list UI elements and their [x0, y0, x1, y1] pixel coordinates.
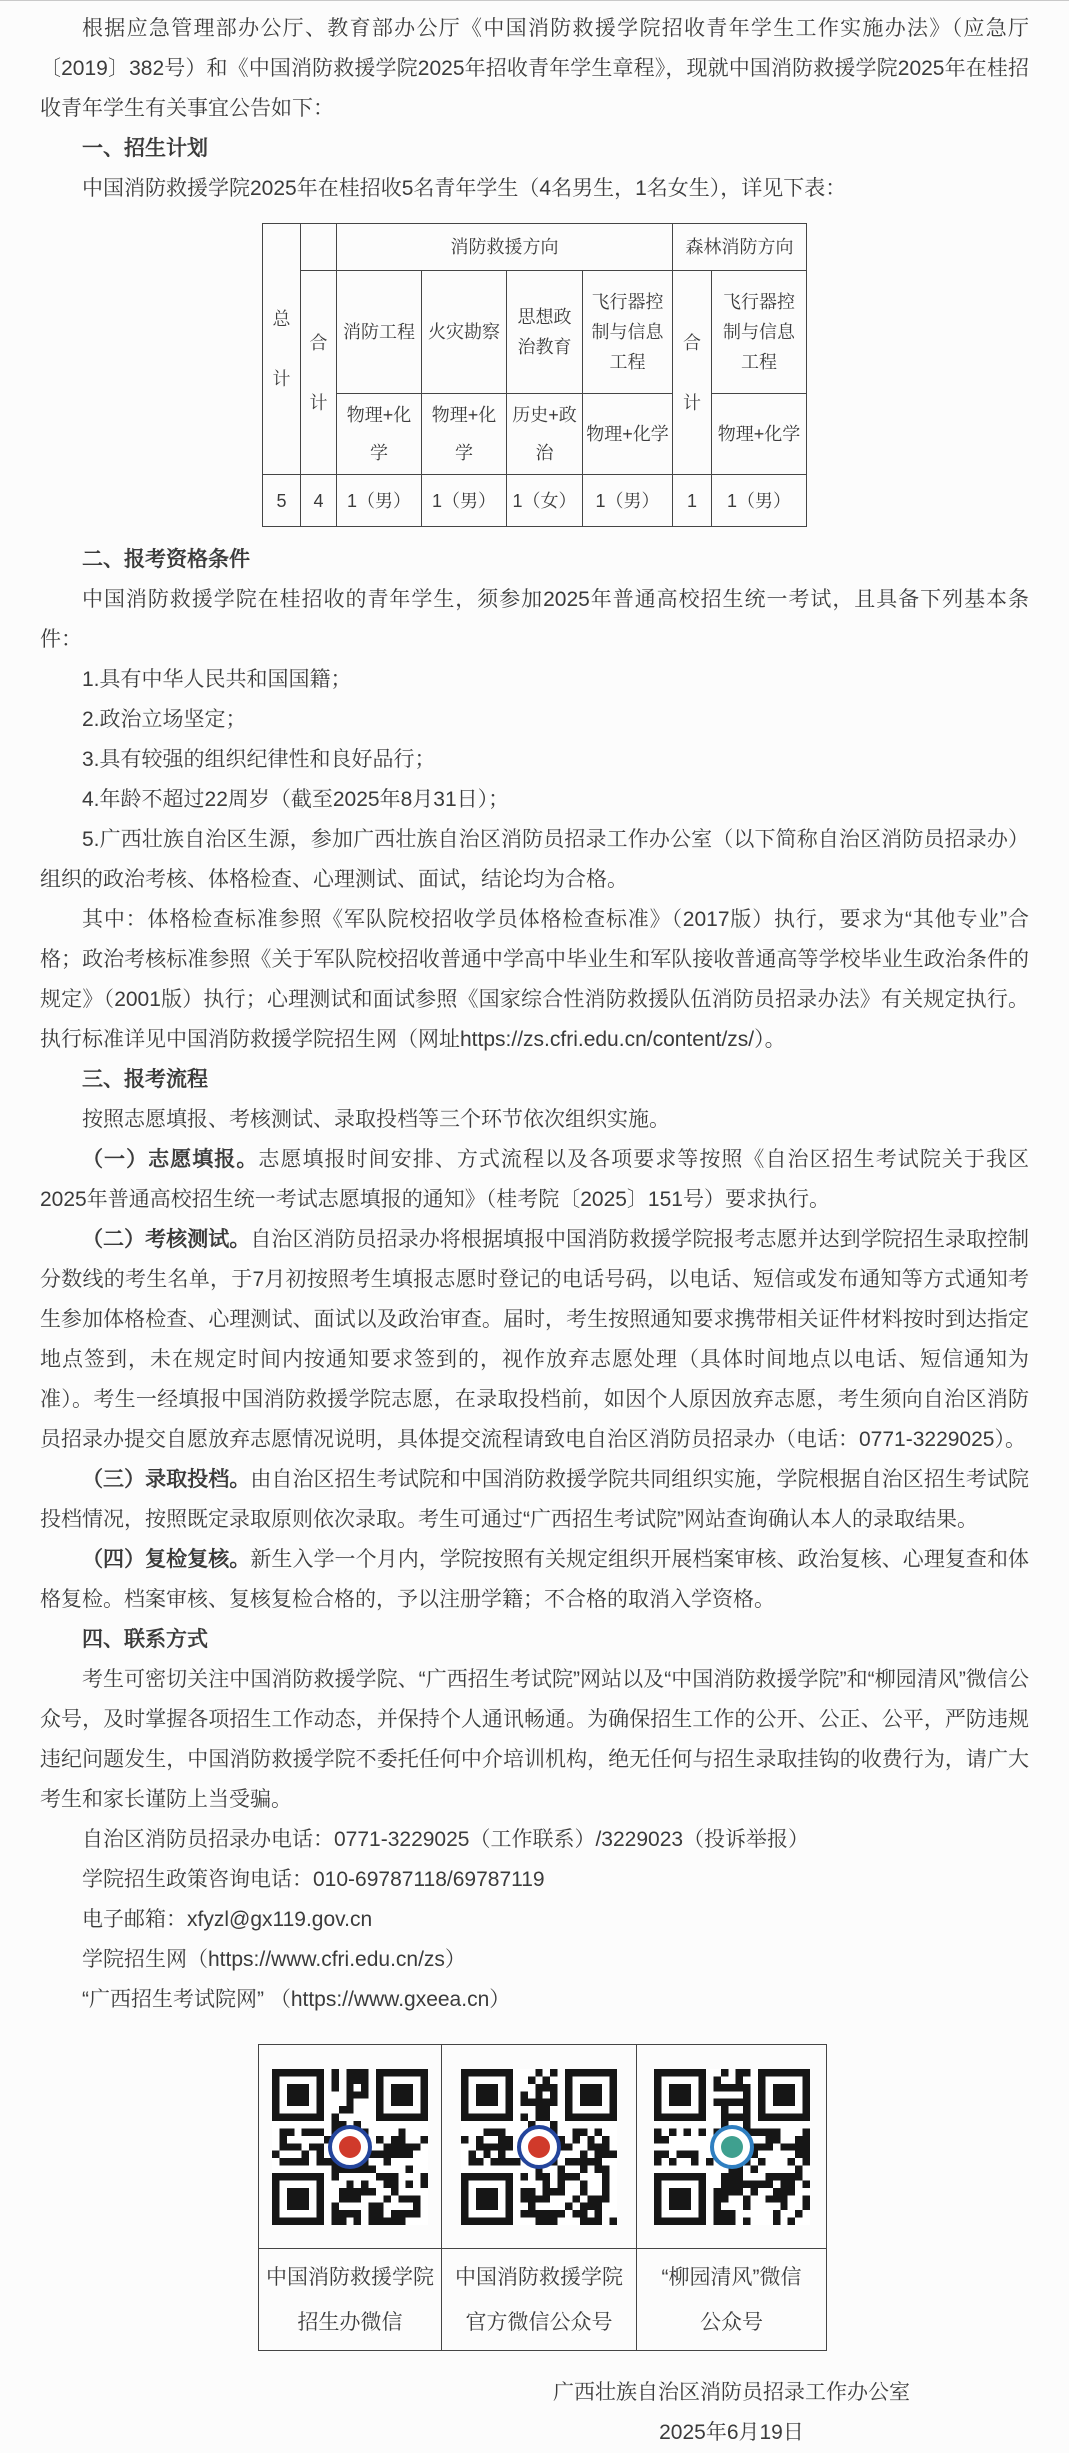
rescue-major-cell: 消防工程: [337, 271, 422, 394]
rescue-value-cell: 1（男）: [422, 475, 507, 527]
process-step: [40, 1140, 1029, 1220]
liuyuan-qingfeng-emblem-icon: [710, 2125, 754, 2169]
forest-subtotal-value-cell: 1: [673, 475, 712, 527]
qr-cell: [259, 2045, 442, 2249]
rescue-major-cell: 飞行器控制与信息工程: [583, 271, 673, 394]
empty-cell: [301, 224, 337, 271]
forest-subject-cell: 物理+化学: [712, 394, 807, 475]
process-step: [40, 1220, 1029, 1460]
eligibility-item: 3.具有较强的组织纪律性和良好品行；: [82, 748, 436, 771]
forest-value-cell: 1（男）: [712, 475, 807, 527]
contact-intro: 考生可密切关注中国消防救援学院、“广西招生考试院”网站以及“中国消防救援学院”和“柳园清风”微信公众号，及时掌握各项招生工作动态，并保持个人通讯畅通。为确保招生工作的公开、公正、公平，严防违规违纪问题发生，中国消防救援学院不委托任何中介培训机构，绝无任何与招生录取挂钩的收费行为，请广大考生和家长谨防上当受骗。: [40, 1668, 1029, 1811]
rescue-subtotal-value-cell: 4: [301, 475, 337, 527]
rescue-value-cell: 1（女）: [507, 475, 583, 527]
step-body: 新生入学一个月内，学院按照有关规定组织开展档案审核、政治复核、心理复查和体格复检。档案审核、复核复检合格的，予以注册学籍；不合格的取消入学资格。: [40, 1548, 1030, 1611]
total-header-cell: 总计: [263, 224, 301, 475]
section-3-heading: 三、报考流程: [82, 1068, 208, 1091]
contact-line-gxeea-website: “广西招生考试院网” （https://www.gxeea.cn）: [82, 1988, 511, 2011]
step-title: （四）复检复核。: [82, 1548, 251, 1571]
china-fire-rescue-academy-emblem-icon: [517, 2125, 561, 2169]
process-step: [40, 1540, 1029, 1620]
qr-caption: “柳园清风”微信 公众号: [637, 2249, 827, 2351]
step-body: 由自治区招生考试院和中国消防救援学院共同组织实施，学院根据自治区招生考试院投档情况，按照既定录取原则依次录取。考生可通过“广西招生考试院”网站查询确认本人的录取结果。: [40, 1468, 1030, 1531]
issue-date: 2025年6月19日: [659, 2421, 804, 2444]
rescue-subject-cell: 历史+政治: [507, 394, 583, 475]
eligibility-item: 1.具有中华人民共和国国籍；: [82, 668, 352, 691]
rescue-subtotal-header: 合计: [301, 271, 337, 475]
rescue-value-cell: 1（男）: [337, 475, 422, 527]
rescue-direction-header: 消防救援方向: [337, 224, 673, 271]
rescue-major-cell: 思想政治教育: [507, 271, 583, 394]
rescue-value-cell: 1（男）: [583, 475, 673, 527]
step-body: 自治区消防员招录办将根据填报中国消防救援学院报考志愿并达到学院招生录取控制分数线的考生名单，于7月初按照考生填报志愿时登记的电话号码，以电话、短信或发布通知等方式通知考生参加体格检查、心理测试、面试以及政治审查。届时，考生按照通知要求携带相关证件材料按时到达指定地点签到，未在规定时间内按通知要求签到的，视作放弃志愿处理（具体时间地点以电话、短信通知为准）。考生一经填报中国消防救援学院志愿，在录取投档前，如因个人原因放弃志愿，考生须向自治区消防员招录办提交自愿放弃志愿情况说明，具体提交流程请致电自治区消防员招录办（电话：0771-3229025）。: [40, 1228, 1030, 1451]
step-title: （三）录取投档。: [82, 1468, 251, 1491]
step-title: （二）考核测试。: [82, 1228, 251, 1251]
contact-line-academy-website: 学院招生网（https://www.cfri.edu.cn/zs）: [82, 1948, 466, 1971]
forest-direction-header: 森林消防方向: [673, 224, 807, 271]
section-2-heading: 二、报考资格条件: [82, 548, 250, 571]
forest-subtotal-header: 合计: [673, 271, 712, 475]
eligibility-item: 4.年龄不超过22周岁（截至2025年8月31日）；: [82, 788, 510, 811]
contact-line-recruit-office-phone: 自治区消防员招录办电话：0771-3229025（工作联系）/3229023（投诉举报）: [82, 1828, 810, 1851]
qr-cell: [637, 2045, 827, 2249]
section-1-heading: 一、招生计划: [82, 137, 208, 160]
qr-code-official-wechat: [461, 2069, 617, 2225]
qr-code-admissions-wechat: [272, 2069, 428, 2225]
eligibility-intro: 中国消防救援学院在桂招收的青年学生，须参加2025年普通高校招生统一考试，且具备下列基本条件：: [40, 588, 1029, 651]
enrollment-plan-note: 中国消防救援学院2025年在桂招收5名青年学生（4名男生，1名女生），详见下表：: [82, 177, 847, 200]
rescue-major-cell: 火灾勘察: [422, 271, 507, 394]
rescue-subject-cell: 物理+化学: [583, 394, 673, 475]
section-4-heading: 四、联系方式: [82, 1628, 208, 1651]
rescue-subject-cell: 物理+化学: [422, 394, 507, 475]
intro-paragraph: 根据应急管理部办公厅、教育部办公厅《中国消防救援学院招收青年学生工作实施办法》（应急厅〔2019〕382号）和《中国消防救援学院2025年招收青年学生章程》，现就中国消防救援学院2025年在桂招收青年学生有关事宜公告如下：: [40, 17, 1029, 120]
qr-code-panel: [258, 2044, 827, 2351]
enrollment-plan-table: [262, 223, 807, 527]
announcement-document: [0, 1, 1069, 2453]
step-title: （一）志愿填报。: [82, 1148, 259, 1171]
qr-code-liuyuan-qingfeng: [654, 2069, 810, 2225]
qr-cell: [442, 2045, 637, 2249]
step-body: 志愿填报时间安排、方式流程以及各项要求等按照《自治区招生考试院关于我区2025年普通高校招生统一考试志愿填报的通知》（桂考院〔2025〕151号）要求执行。: [40, 1148, 1030, 1211]
contact-line-email: 电子邮箱：xfyzl@gx119.gov.cn: [82, 1908, 373, 1931]
china-fire-rescue-academy-emblem-icon: [328, 2125, 372, 2169]
issuing-office: 广西壮族自治区消防员招录工作办公室: [553, 2381, 910, 2404]
process-step: [40, 1460, 1029, 1540]
qr-caption: 中国消防救援学院 官方微信公众号: [442, 2249, 637, 2351]
qr-caption: 中国消防救援学院 招生办微信: [259, 2249, 442, 2351]
signature-block: [553, 2373, 910, 2453]
eligibility-item: 2.政治立场坚定；: [82, 708, 247, 731]
rescue-subject-cell: 物理+化学: [337, 394, 422, 475]
total-value-cell: 5: [263, 475, 301, 527]
forest-major-cell: 飞行器控制与信息工程: [712, 271, 807, 394]
contact-line-academy-phone: 学院招生政策咨询电话：010-69787118/69787119: [82, 1868, 545, 1891]
eligibility-item: 5.广西壮族自治区生源，参加广西壮族自治区消防员招录工作办公室（以下简称自治区消防员招录办）组织的政治考核、体格检查、心理测试、面试，结论均为合格。: [40, 828, 1029, 891]
standards-paragraph: 其中：体格检查标准参照《军队院校招收学员体格检查标准》（2017版）执行，要求为“其他专业”合格；政治考核标准参照《关于军队院校招收普通中学高中毕业生和军队接收普通高等学校毕业生政治条件的规定》（2001版）执行；心理测试和面试参照《国家综合性消防救援队伍消防员招录办法》有关规定执行。执行标准详见中国消防救援学院招生网（网址https://zs.cfri.edu.cn/content/zs/）。: [40, 908, 1029, 1051]
process-intro: 按照志愿填报、考核测试、录取投档等三个环节依次组织实施。: [82, 1108, 670, 1131]
